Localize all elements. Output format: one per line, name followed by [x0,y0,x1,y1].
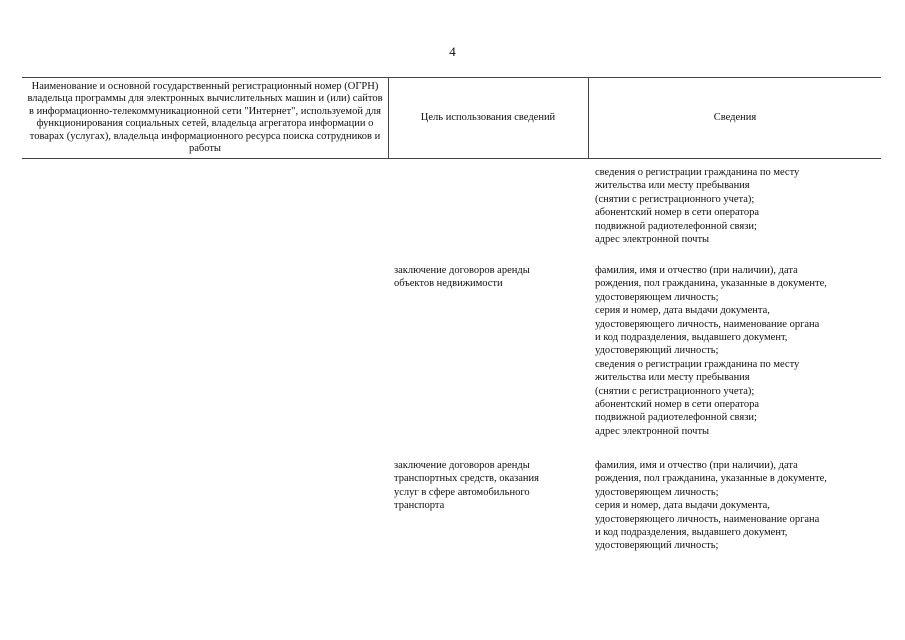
row-3-info: фамилия, имя и отчество (при наличии), дата рождения, пол гражданина, указанные в документе, удостоверяющем личность; серия и номер, дата выдачи документа, удостоверяющего личность, наименование органа и код подразделения, выдавшего документ, удостоверяющий личность; [595,460,827,552]
row-2-info: фамилия, имя и отчество (при наличии), дата рождения, пол гражданина, указанные в документе, удостоверяющем личность; серия и номер, дата выдачи документа, удостоверяющего личность, наименование органа и код подразделения, выдавшего документ, удостоверяющий личность; сведения о регистрации гражданина по месту жительства или месту пребывания (снятии с регистрационного учета); абонентский номер в сети оператора подвижной радиотелефонной связи; адрес электронной почты [595,265,827,437]
table-header-bottom-rule [22,158,881,159]
header-purpose [390,78,586,158]
row-1-info: сведения о регистрации гражданина по месту жительства или месту пребывания (снятии с регистрационного учета); абонентский номер в сети оператора подвижной радиотелефонной связи; адрес электронной почты [595,167,800,246]
column-divider-2 [588,77,589,158]
row-2-purpose: заключение договоров аренды объектов недвижимости [394,265,530,290]
header-purpose-text: Цель использования сведений [420,111,556,123]
header-owner-text: Наименование и основной государственный регистрационный номер (ОГРН) владельца программы для электронных вычислительных машин и (или) сайтов в информационно-телекоммуникационной сети "Интернет", используемой для функционирования социальных сетей, владельца агрегатора информации о товарах (услугах), владельца информационного ресурса поиска сотрудников и работы [27,80,383,154]
column-divider-1 [388,77,389,158]
page-number: 4 [449,44,456,59]
header-info [590,78,880,158]
row-3-purpose: заключение договоров аренды транспортных средств, оказания услуг в сфере автомобильного транспорта [394,460,539,512]
header-owner [24,78,386,158]
header-info-text: Сведения [713,111,757,123]
